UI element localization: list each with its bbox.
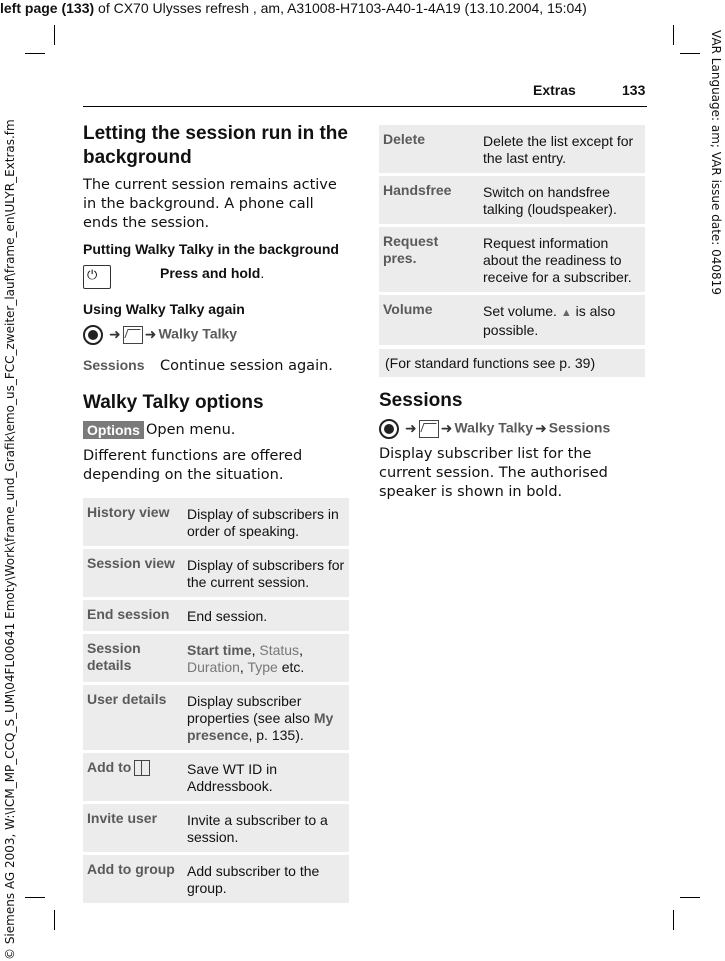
table-row: [379, 295, 645, 345]
option-value: Display of subscribers for the current session.: [183, 549, 349, 597]
option-key: History view: [83, 498, 183, 546]
crop-mark: [680, 53, 700, 54]
crop-mark: [673, 25, 674, 45]
nav-walky-talky: Walky Talky: [454, 419, 534, 436]
option-key: User details: [83, 685, 183, 750]
header-page-label: left page (133): [0, 0, 95, 16]
background-heading: Letting the session run in the background: [83, 123, 348, 168]
option-value: Switch on handsfree talking (loudspeaker).: [479, 176, 645, 224]
options-text: Different functions are offered depending on the situation.: [83, 448, 303, 483]
nav-path: [83, 325, 353, 345]
table-row: [379, 176, 645, 224]
sessions-text: Display subscriber list for the current session. The authorised speaker is shown in bold.: [379, 446, 608, 500]
section-title: Extras: [533, 82, 576, 98]
using-again-heading: Using Walky Talky again: [83, 301, 245, 317]
option-value: Request information about the readiness to receive for a subscriber.: [479, 227, 645, 292]
status-text: Status: [259, 642, 300, 658]
option-value: Invite a subscriber to a session.: [183, 804, 349, 852]
messages-icon: [123, 326, 143, 344]
volume-text: Set volume.: [483, 303, 561, 319]
table-row: [83, 855, 349, 903]
table-row: [83, 634, 349, 682]
arrow-icon: ➜: [405, 420, 417, 437]
header-rule: [83, 106, 647, 107]
table-row: [83, 685, 349, 750]
option-value: Save WT ID in Addressbook.: [183, 753, 349, 801]
background-text: The current session remains active in the background. A phone call ends the session.: [83, 177, 337, 231]
put-background-step: [83, 265, 353, 291]
option-key: Volume: [379, 295, 479, 345]
crop-mark: [673, 910, 674, 930]
option-value: Delete the list except for the last entry.: [479, 125, 645, 173]
option-value: Display of subscribers in order of speaking.: [183, 498, 349, 546]
var-language-text: VAR Language: am; VAR issue date: 040819: [709, 30, 723, 295]
option-value: [183, 685, 349, 750]
option-value: End session.: [183, 600, 349, 631]
option-key: Session details: [83, 634, 183, 682]
document-header: [0, 0, 587, 16]
separator: ,: [239, 659, 248, 675]
arrow-icon: ➜: [144, 326, 157, 343]
options-table-continued: [379, 122, 645, 348]
crop-mark: [680, 897, 700, 898]
nav-sessions: Sessions: [548, 419, 611, 436]
option-key: Request pres.: [379, 227, 479, 292]
option-key: Invite user: [83, 804, 183, 852]
table-row: [379, 125, 645, 173]
option-key: [83, 753, 183, 801]
right-column: [379, 122, 647, 502]
volume-text-end: is also possible.: [483, 303, 616, 338]
options-key-desc: Open menu.: [146, 422, 236, 438]
my-presence-link: My presence: [187, 710, 334, 743]
separator: ,: [299, 642, 303, 658]
updown-icon: ▲: [560, 307, 572, 319]
end-key-icon: ⏻: [83, 265, 111, 289]
arrow-icon: ➜: [535, 420, 547, 437]
duration-text: Duration: [187, 659, 240, 675]
option-key: Delete: [379, 125, 479, 173]
header-doc-info: of CX70 Ulysses refresh , am, A31008-H7103-A40-1-4A19 (13.10.2004, 15:04): [94, 0, 587, 16]
options-table: [83, 495, 349, 906]
table-row: [83, 804, 349, 852]
type-text: Type: [247, 659, 278, 675]
table-row: [83, 498, 349, 546]
page-number: 133: [622, 82, 646, 98]
sessions-softkey-row: [83, 357, 353, 377]
crop-mark: [54, 25, 55, 45]
copyright-path-text: © Siemens AG 2003, W:\ICM_MP_CCQ_S_UM\04FL00641 Emoty\Work\frame_und_Grafik\emo_us_FCC_zweiter_lauf\frame_en\ULYR_Extras.fm: [3, 119, 17, 960]
table-row: [83, 549, 349, 597]
add-to-text: Add to: [87, 759, 132, 775]
press-hold-text: Press and hold: [160, 265, 261, 281]
sessions-key-label: Sessions: [83, 357, 145, 373]
table-row: [83, 600, 349, 631]
left-column: [83, 122, 353, 906]
option-key: Handsfree: [379, 176, 479, 224]
crop-mark: [25, 897, 45, 898]
arrow-icon: ➜: [109, 326, 121, 343]
separator: ,: [251, 642, 260, 658]
table-row: [83, 753, 349, 801]
press-hold-period: .: [260, 265, 265, 281]
nav-walky-talky: Walky Talky: [158, 325, 238, 342]
options-heading: Walky Talky options: [83, 392, 264, 413]
sessions-key-desc: Continue session again.: [160, 358, 333, 374]
messages-icon: [419, 420, 439, 438]
nav-key-icon: [83, 325, 103, 345]
arrow-icon: ➜: [440, 420, 453, 437]
crop-mark: [25, 53, 45, 54]
option-key: End session: [83, 600, 183, 631]
option-value: Add subscriber to the group.: [183, 855, 349, 903]
sessions-heading: Sessions: [379, 390, 463, 411]
page-ref-text: , p. 135).: [248, 727, 304, 743]
sessions-nav-path: [379, 419, 647, 439]
options-softkey: Options: [83, 421, 144, 439]
crop-mark: [54, 910, 55, 930]
user-details-text: Display subscriber properties (see also: [187, 693, 314, 726]
options-softkey-row: [83, 421, 353, 441]
etc-text: etc.: [277, 659, 305, 675]
start-time-text: Start time: [187, 642, 252, 658]
standard-functions-note: (For standard functions see p. 39): [379, 349, 645, 377]
option-value: [479, 295, 645, 345]
option-key: Session view: [83, 549, 183, 597]
option-value: [183, 634, 349, 682]
put-background-heading: Putting Walky Talky in the background: [83, 241, 339, 257]
addressbook-icon: [134, 760, 150, 776]
table-row: [379, 227, 645, 292]
nav-key-icon: [379, 419, 399, 439]
option-key: Add to group: [83, 855, 183, 903]
